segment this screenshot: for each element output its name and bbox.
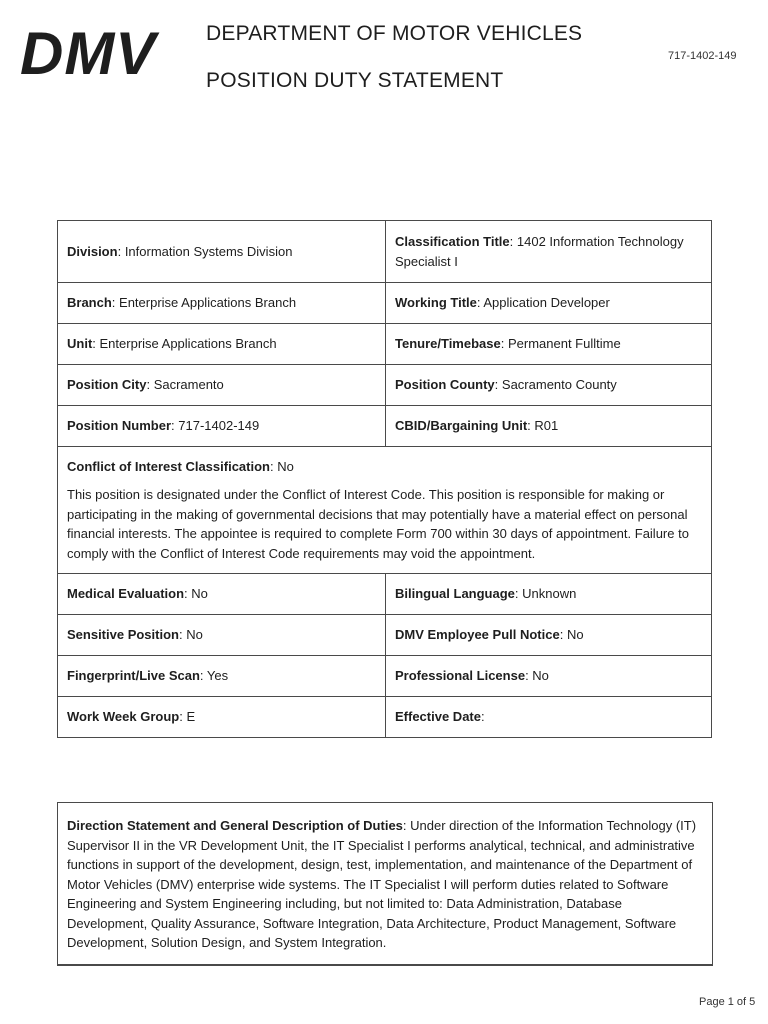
table-row: [58, 406, 712, 447]
conflict-of-interest-cell: [58, 447, 712, 574]
table-row: [58, 283, 712, 324]
dmv-logo: DMV: [20, 20, 157, 87]
pull-notice-label: DMV Employee Pull Notice: [395, 627, 560, 642]
classification-title-label: Classification Title: [395, 233, 510, 249]
table-row: [58, 656, 712, 697]
division-value: Information Systems Division: [124, 243, 293, 259]
position-id: 717-1402-149: [668, 50, 737, 62]
position-county-value: Sacramento County: [501, 377, 617, 392]
table-row: [58, 447, 712, 574]
professional-license-cell: Professional License: No: [386, 656, 712, 697]
sensitive-position-label: Sensitive Position: [67, 627, 179, 642]
table-row: [58, 615, 712, 656]
table-row: [58, 324, 712, 365]
branch-value: Enterprise Applications Branch: [119, 295, 297, 310]
position-city-cell: Position City: Sacramento: [58, 365, 386, 406]
direction-statement-text: Under direction of the Information Technology (IT) Supervisor II in the VR Development Unit, the IT Specialist I performs analytical, technical, and administrative functions in support of the development, design, test, implementation, and maintenance of the Department of Motor Vehicles (DMV) enterprise wide systems. The IT Specialist I will perform duties related to Software Engineering and System Engineering including, but not limited to: Data Administration, Database Development, Quality Assurance, Software Integration, Data Architecture, Product Management, Software Development, Solution Design, and System Integration.: [67, 818, 697, 950]
position-info-table: [57, 220, 712, 738]
table-row: [58, 697, 712, 738]
working-title-cell: Working Title: Application Developer: [386, 283, 712, 324]
conflict-of-interest-heading: Conflict of Interest Classification: No: [67, 459, 294, 474]
unit-label: Unit: [67, 336, 93, 351]
tenure-label: Tenure/Timebase: [395, 336, 501, 351]
division-cell: Division: Information Systems Division: [58, 221, 386, 283]
position-county-cell: Position County: Sacramento County: [386, 365, 712, 406]
table-row: [58, 365, 712, 406]
fingerprint-cell: Fingerprint/Live Scan: Yes: [58, 656, 386, 697]
fingerprint-label: Fingerprint/Live Scan: [67, 668, 200, 683]
work-week-group-cell: Work Week Group: E: [58, 697, 386, 738]
position-county-label: Position County: [395, 377, 495, 392]
direction-statement-box: Direction Statement and General Description of Duties: Under direction of the Information Technology (IT) Supervisor II in the VR Development Unit, the IT Specialist I performs analytical, technical, and administrative functions in support of the development, design, test, implementation, and maintenance of the Department of Motor Vehicles (DMV) enterprise wide systems. The IT Specialist I will perform duties related to Software Engineering and System Engineering including, but not limited to: Data Administration, Database Development, Quality Assurance, Software Integration, Data Architecture, Product Management, Software Development, Solution Design, and System Integration.: [57, 802, 713, 966]
sensitive-position-value: No: [186, 627, 203, 642]
bilingual-language-cell: Bilingual Language: Unknown: [386, 574, 712, 615]
effective-date-cell: Effective Date:: [386, 697, 712, 738]
table-row: [58, 574, 712, 615]
working-title-value: Application Developer: [483, 295, 610, 310]
unit-cell: Unit: Enterprise Applications Branch: [58, 324, 386, 365]
effective-date-label: Effective Date: [395, 709, 481, 724]
professional-license-label: Professional License: [395, 668, 526, 683]
work-week-group-label: Work Week Group: [67, 709, 180, 724]
conflict-of-interest-value: No: [277, 459, 294, 474]
position-city-label: Position City: [67, 377, 147, 392]
pull-notice-value: No: [566, 627, 584, 642]
division-label: Division: [67, 243, 118, 259]
position-number-label: Position Number: [67, 418, 172, 433]
department-title: DEPARTMENT OF MOTOR VEHICLES: [206, 22, 583, 45]
conflict-of-interest-label: Conflict of Interest Classification: [67, 459, 270, 474]
medical-evaluation-label: Medical Evaluation: [67, 586, 185, 601]
classification-title-cell: Classification Title: 1402 Information Technology Specialist I: [386, 221, 712, 283]
medical-evaluation-value: No: [191, 586, 208, 601]
page-number: Page 1 of 5: [699, 996, 756, 1008]
sensitive-position-cell: Sensitive Position: No: [58, 615, 386, 656]
position-city-value: Sacramento: [153, 377, 224, 392]
branch-cell: Branch: Enterprise Applications Branch: [58, 283, 386, 324]
table-row: [58, 221, 712, 283]
position-number-value: 717-1402-149: [178, 418, 260, 433]
unit-value: Enterprise Applications Branch: [99, 336, 277, 351]
professional-license-value: No: [532, 668, 549, 683]
cbid-cell: CBID/Bargaining Unit: R01: [386, 406, 712, 447]
position-number-cell: Position Number: 717-1402-149: [58, 406, 386, 447]
direction-statement-label: Direction Statement and General Description of Duties: [67, 818, 403, 833]
bilingual-language-label: Bilingual Language: [395, 586, 515, 601]
tenure-cell: Tenure/Timebase: Permanent Fulltime: [386, 324, 712, 365]
bilingual-language-value: Unknown: [522, 586, 577, 601]
medical-evaluation-cell: Medical Evaluation: No: [58, 574, 386, 615]
fingerprint-value: Yes: [206, 668, 229, 683]
branch-label: Branch: [67, 295, 112, 310]
document-title: POSITION DUTY STATEMENT: [206, 69, 504, 92]
work-week-group-value: E: [186, 709, 196, 724]
cbid-label: CBID/Bargaining Unit: [395, 418, 528, 433]
conflict-of-interest-description: This position is designated under the Conflict of Interest Code. This position is responsible for making or participating in the making of governmental decisions that may potentially have a material effect on personal financial interests. The appointee is required to complete Form 700 within 30 days of appointment. Failure to comply with the Conflict of Interest Code requirements may void the appointment.: [67, 487, 689, 561]
pull-notice-cell: DMV Employee Pull Notice: No: [386, 615, 712, 656]
tenure-value: Permanent Fulltime: [507, 336, 621, 351]
cbid-value: R01: [534, 418, 559, 433]
working-title-label: Working Title: [395, 295, 477, 310]
classification-title-value: 1402 Information Technology Specialist I: [395, 233, 684, 269]
